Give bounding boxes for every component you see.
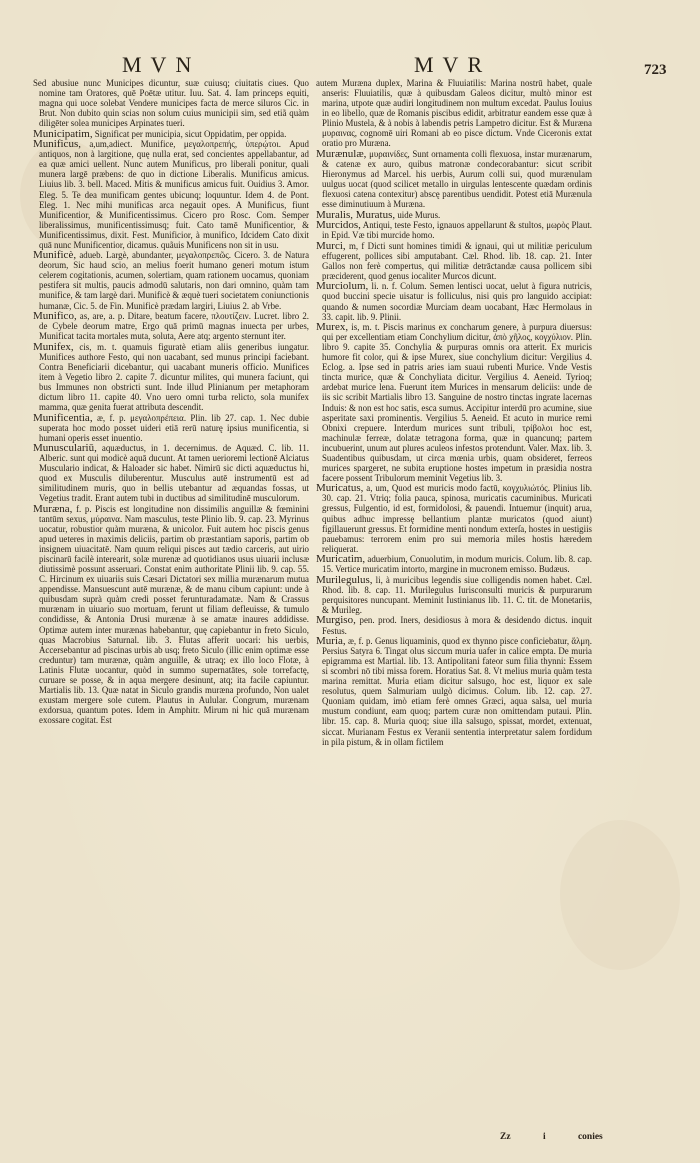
entry-text: m, f Dicti sunt homines timidi & ignaui, qui ut militiæ periculum effugerent, pollices sibi amputabant. Cæl. Rhod. lib. 18. cap. 21. Inter Gallos non ferè compertus, qui militiæ detrāctandæ causa pollicem sibi præciderent, quod genus iocaliter Murcos dicunt.	[322, 240, 593, 281]
entry-headword: Munifico,	[33, 310, 77, 323]
dictionary-entry	[316, 636, 592, 747]
dictionary-entry	[316, 281, 592, 321]
entry-text: is, m. t. Piscis marinus ex concharum genere, à purpura diuersus: qui per excellentiam etiam Conchylium dicitur, ἀπὸ χῆλος, κογχύλιον. Plin. libro 9. capite 35. Conchylia & purpuras omnis ora atterit. Ex muricis humore fit color, qui & ipse Murex, siue conchylium dicitur: Vergilius 4. Eclog. a. Ipse sed in patris aries iam suaui rubenti Murice. Vnde Vestis tincta murice, quæ & Conchyliata dicitur. Vergilius 4. Aeneid. Tyrioq; ardebat murice lena. Fuerunt item Murices in mensarum deliciis: unde de iis sic scribit Martialis libro 13. Sanguine de nostro tinctas ingrate lacernas Induis: & non est hoc satis, esca sumus. Accipitur interdū pro acumine, siue asperitate saxi prominentis. Vergilius 5. Aeneid. Et acuto in murice remi Obnixi crepuere. Interdum murices sunt tribuli, τρίβολοι hoc est, machinulæ ferreæ, dolatæ tetragona forma, quæ in quancunq; partem incubuerint, unum aut plures aculeos infestos protendunt. Valer. Max. lib. 3. Suadentibus quibusdam, ut circa mœnia urbis, quam obsideret, ferreos murices spargeret, ne subita eruptione hostes impetum in præsidia nostra facere possent Tribulorum meminit Vegetius lib. 3.	[322, 322, 592, 483]
paper-stain	[560, 820, 680, 970]
running-head-left: MVN	[122, 52, 201, 77]
entry-headword: Murciolum,	[316, 280, 369, 293]
entry-text: li, à muricibus legendis siue colligendis nomen habet. Cæl. Rhod. lib. 8. cap. 11. Murilegulus Iurisconsulti muricis & purpurarum perquisitores nuncupant. Meminit Iustinianus lib. 11. C. tit. de Monetariis, & Murileg.	[322, 574, 592, 615]
dictionary-entry	[316, 220, 592, 240]
entry-text: a, um, Quod est muricis modo factū, κογχυλιώτός. Plinius lib. 30. cap. 21. Vtriq; folia pauca, spinosa, muricatis cacuminibus. Muricati gressus, Fulgentio, id est, formidolosi, & pauendi. Intuemur (inquit) arua, quibus adhuc impressę bellantium plantæ muricatos (quod aiunt) figillauerunt gressus. Et formidine menti nondum exterſa, hostes in uestigiis pauebamus: terrorem enim pro sui memoria miles hostis hæredem reliquerat.	[322, 483, 592, 554]
dictionary-entry	[316, 78, 592, 148]
entry-text: autem Muræna duplex, Marina & Fluuiatilis: Marina nostrū habet, quale anseris: Fluuiatilis, quæ à quibusdam Galeos dicitur, multò minor est marina, utpote quæ audiri longitudinem non multum excedat. Paulus Iouius in eo libello, quæ de Romanis piscibus edidit, arbitratur eandem esse quæ à Plinio Mustela, & à nobis à labendis petris Lampetro dicitur. Est & Muræna μυραινας, cognomē uiri Romani ab eo pisce dictum. Vnde Ciceronis extat oratio pro Muræna.	[316, 78, 592, 149]
entry-text: li. n. f. Colum. Semen lentisci uocat, uelut à figura nutricis, quod buccini specie uisatur is folliculus, nisi quis pro languido accipiat: quando & numen socordiæ Murciam deam uocabant, Hæc Hermolaus in 33. capit. lib. 9. Plinii.	[322, 281, 593, 322]
catchword: conies	[577, 1132, 603, 1142]
signature-number: i	[542, 1132, 546, 1142]
dictionary-entry	[316, 554, 592, 574]
entry-headword: Murci,	[316, 239, 346, 252]
dictionary-entry	[33, 342, 309, 412]
dictionary-entry	[33, 129, 309, 139]
dictionary-entry	[33, 78, 309, 128]
entry-text: æ, f. p. Genus liquaminis, quod ex thynno pisce conficiebatur, ἅλμη. Persius Satyra 6. Tingat olus siccum muria uafer in calice empta. De muria epigramma est Martial. lib. 13. Antipolitani fateor sum filia thynni: Essem si scombri nō tibi missa forem. Horatius Sat. 8. Vt melius muria quàm testa marina remittat. Muria etiam dicitur salsugo, hoc est, liquor ex sale resolutus, quem Salmuriam uulgò dicimus. Colum. lib. 12. cap. 27. Quoniam quidam, imò etiam ferè omnes Græci, aqua salsa, uel muria mustum condiunt, eam quoq; partem curæ non omittendam putaui. Plin. libr. 15. cap. 8. Muria quoq; siue illa salsugo, spissat, mordet, extenuat, siccat. Murianam Festus ex Veranii sententia interpretatur salem fordidum in pila pistum, & in ollam fictilem	[322, 636, 592, 747]
dictionary-entry	[316, 575, 592, 615]
entry-text: aquæductus, in 1. decernimus. de Aquæd. C. lib. 11. Alberic. sunt qui modicè aquā ducunt. At tamen uerioremi lectionē Alciatus Musculario indicat, & Haloader sic habet. Nimirū sic dicti aquæductus hi, quod ex Musculis diluberentur. Musculus autē instrumentū est ad similitudinem muris, quo in bellis utebantur ad æquandas fossas, ut Vegetius tradit. Erant autem tubi in ductibus ad similitudinē musculorum.	[39, 443, 310, 504]
entry-text: cis, m. t. quamuis figuratè etiam aliis generibus iungatur. Munifices authore Festo, qui non uacabant, sed munus principi faciebant. Contra Beneficiarii dicebantur, qui uacabant muneris officio. Munifices item à Vegetio libro 2. capite 7. dicuntur milites, qui munera faciunt, qui bus Immunes non obstricti sunt. Inde illud Plinianum per metaphoram dictum libro 11. capite 40. Vno uero omni turba relicto, sola munifex mamma, quæ genita fuerat attributa descendit.	[39, 341, 310, 412]
dictionary-entry	[33, 504, 309, 725]
dictionary-entry	[316, 210, 592, 220]
right-column	[316, 78, 592, 747]
entry-text: Significat per municipia, sicut Oppidatim, per oppida.	[94, 128, 287, 139]
dictionary-entry	[33, 250, 309, 310]
entry-headword: Murgiso,	[316, 614, 356, 627]
entry-headword: Murex,	[316, 321, 349, 334]
entry-headword: Muricatus,	[316, 482, 364, 495]
entry-headword: Murcidos,	[316, 219, 361, 232]
entry-text: uide Murus.	[397, 209, 441, 220]
entry-text: aduerbium, Conuolutim, in modum muricis. Colum. lib. 8. cap. 15. Vertice muricatim intorto, margine in mucronem emisso. Budæus.	[322, 554, 593, 575]
entry-headword: Munusculariū,	[33, 442, 97, 455]
entry-headword: Munificè,	[33, 249, 77, 262]
entry-text: adueb. Largè, abundanter, μεγαλοπρεπῶς. Cicero. 3. de Natura deorum, Sic haud scio, an melius foerit humano generi motum istum celerem cogitationis, acumen, solertiam, quam rationem uocamus, quoniam pestifera sit multis, paucis admodū salutaris, non dari omnino, quàm tam munifice, & tam largè dari. Munificè & æquè tueri societatem coniunctionis humanæ, Cic. 5. de Fin. Munificè prædam largiri, Liuius 2. ab Vrbe.	[39, 250, 310, 311]
entry-text: pen. prod. Iners, desidiosus à mora & desidendo dictus. inquit Festus.	[322, 615, 593, 636]
dictionary-entry	[33, 311, 309, 341]
dictionary-entry	[316, 615, 592, 635]
dictionary-entry	[316, 483, 592, 553]
running-head-right: MVR	[414, 52, 492, 77]
page-footer	[500, 1132, 690, 1142]
entry-headword: Muricatim,	[316, 553, 366, 566]
dictionary-entry	[316, 241, 592, 281]
entry-headword: Munifex,	[33, 340, 74, 353]
entry-headword: Municipatim,	[33, 127, 93, 140]
left-column	[33, 78, 309, 726]
entry-text: Antiqui, teste Festo, ignauos appellarunt & stultos, μωρὸς Plaut. in Epid. Væ tibi murcide homo.	[322, 220, 592, 241]
entry-text: Sed abusiue nunc Municipes dicuntur, suæ cuiusq; ciuitatis ciues. Quo nomine tam Oratores, quē Poētæ utitur. Iuu. Sat. 4. Iam princeps equiti, magna qui uoce solebat Vendere municipes facta de merce siluros Cic. in Brut. Non dubito quin scias non solum cuius municipii sim, sed etiã quàm diligēter solea municipes Arpinates tueri.	[33, 78, 309, 129]
entry-text: μυραινίδες, Sunt ornamenta colli flexuosa, instar murænarum, & catenæ ex auro, quibus matronæ condecorabantur: sicut scribit Hieronymus ad Marcel. his uerbis, Aurum colli sui, quod murænulam uulgus uocat (quod scilicet metallo in uirgulas lentescente quædam ordinis flexuosi catena contexitur) abscę parentibus uendidit. Potest etiā Murænula esse diminutiuum à Muræna.	[322, 148, 593, 210]
dictionary-entry	[33, 413, 309, 443]
entry-headword: Munificentia,	[33, 411, 93, 424]
entry-text: a,um,adiect. Munifice, μεγαλοπρεπής, ὑπερῴτοι. Apud antiquos, non à largitione, quę nulla erat, sed concientes appellabantur, ad ea quæ amici uellent. Nunc autem Munificus, pro liberali ponitur, quali munera largē præbens: de quo in dictione Liberalis. Munificus amicus. Liuius lib. 3. bell. Maced. Mitis & munificus amicus fuit. Ouidius 3. Amor. Eleg. 5. Te dea munificam gentes ubicunq; loquuntur. Idem 4. de Pont. Eleg. 1. Nec mihi munificas arca negauit opes. A Munificus, fiunt Munificentior, & Munificentissimus. Cicero pro Rosc. Com. Semper liberalissimus, munificentissimusq; fuit. Cato tamē Munificentior, & Munificentissimus, dixit. Fest. Munificior, à munifico, Idcidem Cato dixit quā nunc Munificentior, dicamus. quãuis Munificens non sit in usu.	[39, 139, 309, 250]
entry-text: æ, f. p. μεγαλοπρέπεια. Plin. lib 27. cap. 1. Nec dubie superata hoc modo posset uideri etiā rerū naturę ipsius munificentia, si humani operis esset inuentio.	[39, 412, 309, 443]
entry-headword: Murænulæ,	[316, 147, 367, 160]
signature-mark: Zz	[500, 1132, 511, 1142]
page-number: 723	[644, 62, 667, 78]
dictionary-entry	[33, 443, 309, 503]
entry-headword: Murilegulus,	[316, 573, 373, 586]
entry-headword: Munificus,	[33, 138, 81, 151]
entry-headword: Muralis, Muratus,	[316, 208, 396, 221]
dictionary-entry	[316, 149, 592, 209]
entry-text: f. p. Piscis est longitudine non dissimilis anguillæ & fœminini tantūm sexus, μύραινα. Nam masculus, teste Plinio lib. 9. cap. 23. Myrinus uocatur, robustior quàm muræna, & unicolor. Fuit autem hoc piscis genus apud ueteres in maximis deliciis, partim ob præstantiam saporis, partim ob insignem uiuacitatē. Nam quum reliqui pisces aut tædio carceris, aut uirio piscinarū facilè interearit, solæ murenæ ad quotidianos usus uiuarii inclusæ diutissimè possunt asseruari. Constat enim authoritate Plinii lib. 9. cap. 55. C. Hircinum ex uiuariis suis Cæsari Dictatori sex millia murænarum mutua appendisse. Mansuescunt autē murænæ, & de manu cibum capiunt: unde à quibusdam suprà quàm credi posset ferunturadamatæ. Nam & Crassus murænam in uiuario suo mortuam, ferunt ut filiam defleuisse, & tumulo condidisse, & Antonia Drusi murænæ à se amatæ inaures addidisse. Optimæ autem inter murænas habebantur, quę capiebantur in freto Siculo, quas Macrobius Saturnal. lib. 3. Flutas afferit uocari: his uerbis, Accersebantur ad piscinas urbis ab usq; freto Siculo (illic enim optimæ esse creduntur) tam murænæ, quàm anguille, & utraq; ex illo loco Flotæ, à Latinis Flutæ uocantur, quòd in summo supernatātes, sole torrefactę, curuare se posse, & in aqua mergere desinunt, atq; ita facile capiuntur. Martialis lib. 13. Quæ natat in Siculo grandis muræna profundo, Non ualet exustam mergere sole cutem. Plautus in Aulular. Congrum, murænam exdorsua, quantum potes. Idem in Amphitr. Mirum ni hic quā murænam exossare cogitat. Est	[39, 503, 309, 725]
dictionary-entry	[33, 139, 309, 250]
entry-text: as, are, a. p. Ditare, beatum facere, πλουτίζειν. Lucret. libro 2. de Cybele deorum matre, Ergo quā primū magnas inuecta per urbes, Munificat tacita mortales muta, soluta, Aere atq; argento sternunt iter.	[39, 311, 309, 342]
entry-headword: Muria,	[316, 635, 346, 648]
entry-headword: Muræna,	[33, 502, 73, 515]
dictionary-entry	[316, 322, 592, 483]
